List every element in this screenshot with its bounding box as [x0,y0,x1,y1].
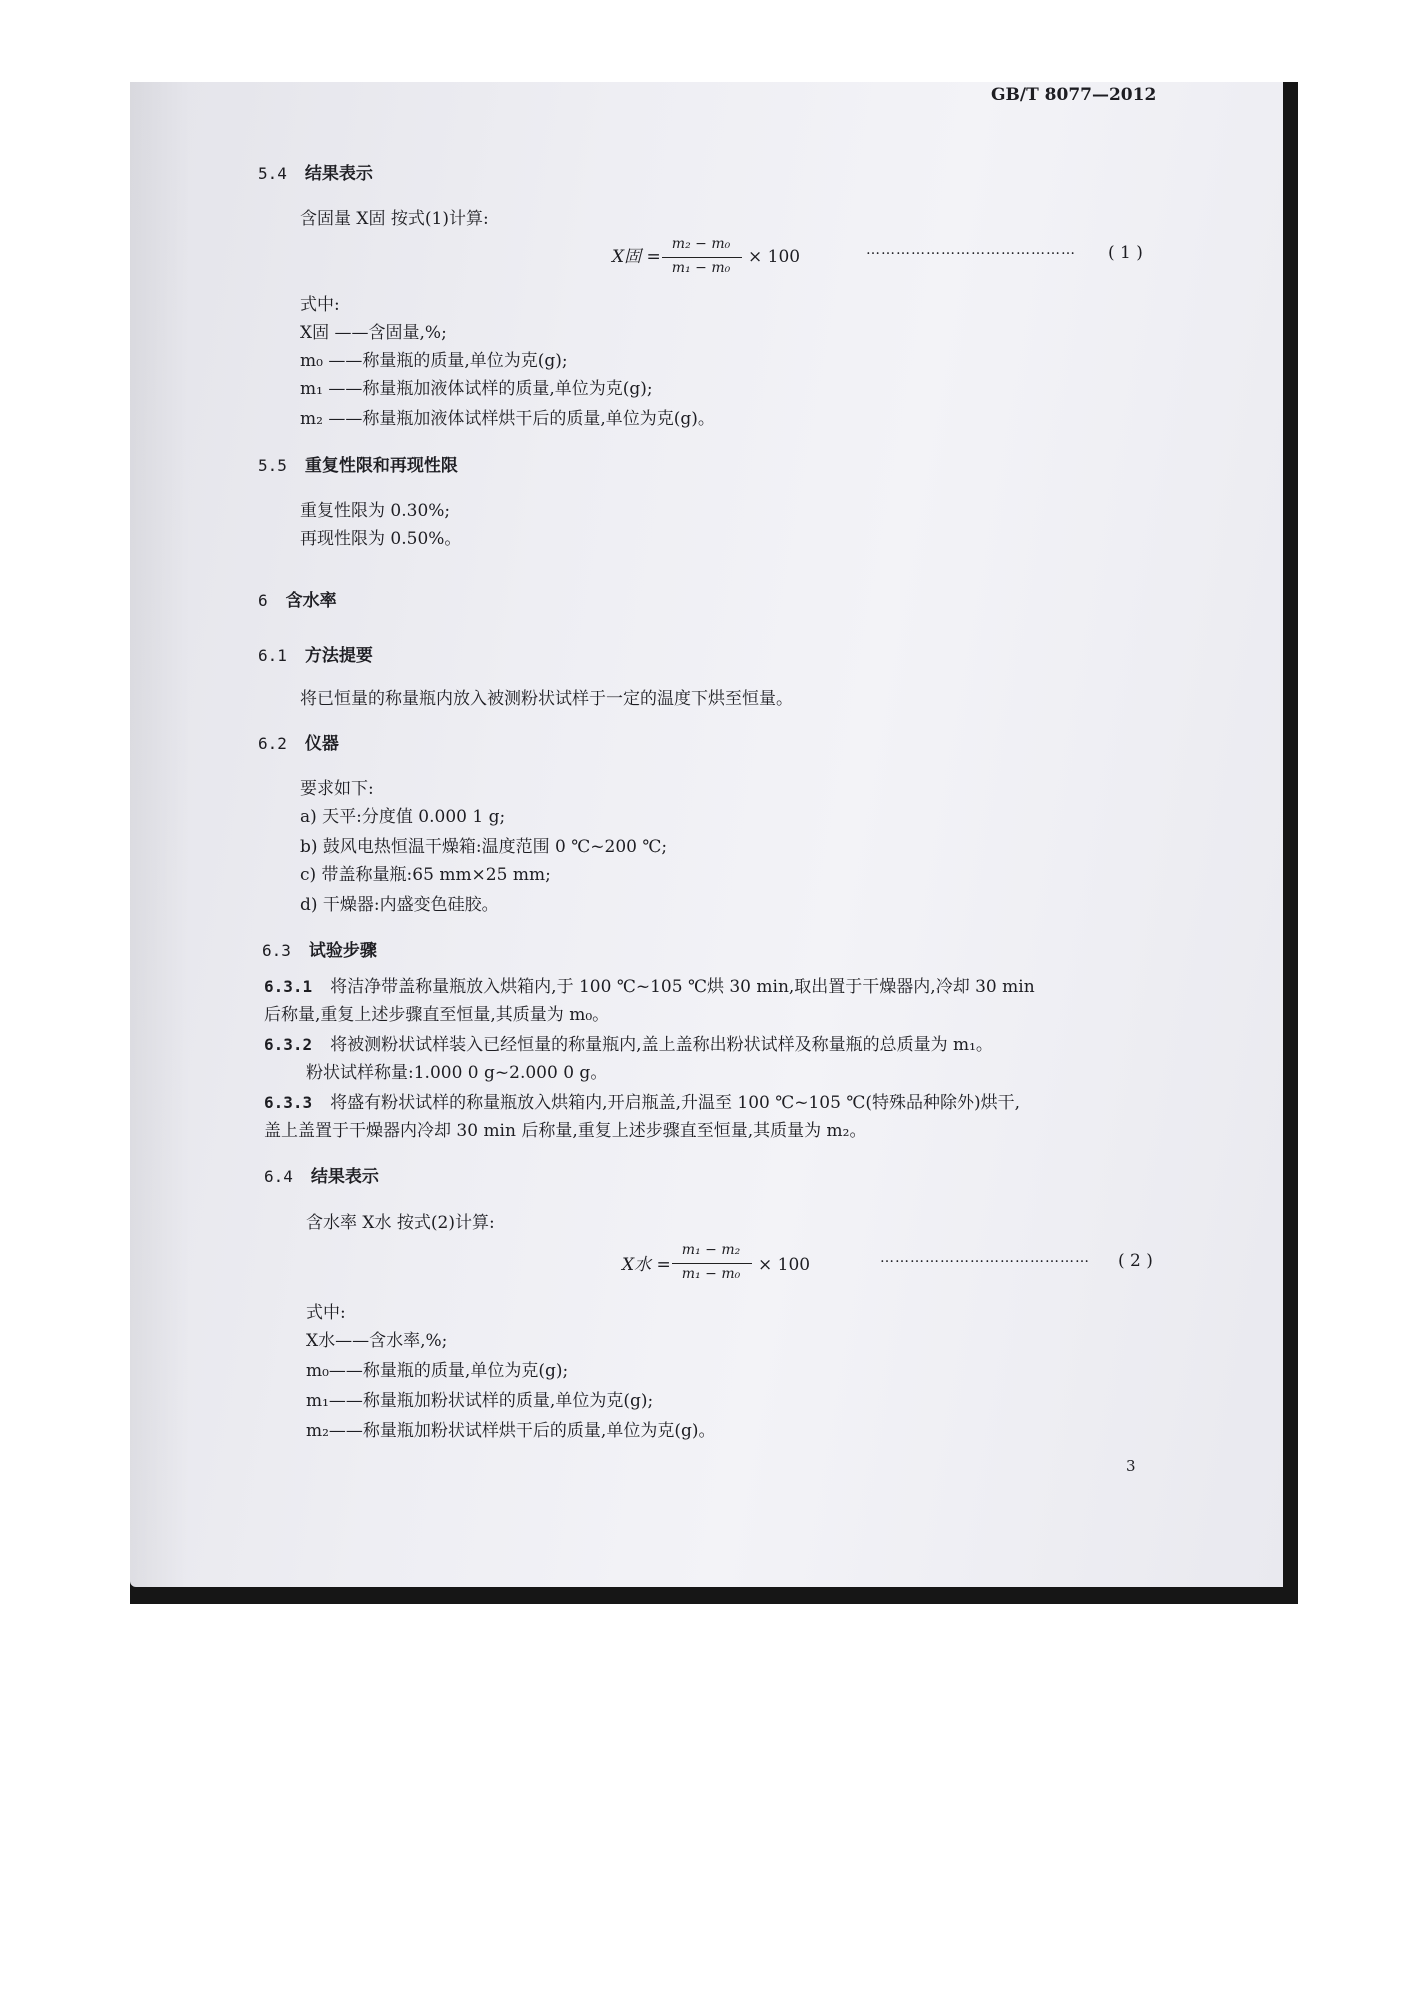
definition-item: m₂——称量瓶加粉状试样烘干后的质量,单位为克(g)。 [306,1421,716,1441]
step-number: 6.3.1 [264,977,313,996]
section-6-2-heading [258,733,339,755]
section-number: 6.1 [258,646,287,665]
section-6-3-heading [262,940,377,962]
section-6-4-heading [264,1166,379,1188]
list-item: a) 天平:分度值 0.000 1 g; [300,807,506,827]
equation-denominator: m₁ − m₀ [671,260,731,276]
section-title: 结果表示 [310,1167,379,1187]
section-number: 6 [258,591,268,610]
list-item: d) 干燥器:内盛变色硅胶。 [300,895,499,915]
sample-mass: 粉状试样称量:1.000 0 g~2.000 0 g。 [306,1063,608,1083]
section-number: 5.4 [258,164,287,183]
section-title: 结果表示 [304,164,373,184]
step-text: 将盛有粉状试样的称量瓶放入烘箱内,开启瓶盖,升温至 100 ℃~105 ℃(特殊品种除外)烘干, [330,1093,1021,1113]
step-number: 6.3.2 [264,1035,313,1054]
section-5-5-heading [258,455,458,477]
step-text: 将洁净带盖称量瓶放入烘箱内,于 100 ℃~105 ℃烘 30 min,取出置于干燥器内,冷却 30 min [330,977,1035,997]
section-number: 5.5 [258,456,287,475]
section-title: 仪器 [304,734,339,754]
equation-numerator: m₂ − m₀ [671,236,731,252]
section-number: 6.2 [258,734,287,753]
requirements-intro: 要求如下: [300,779,374,799]
equation-tail: × 100 [758,1255,811,1275]
definition-item: X水——含水率,%; [306,1331,448,1351]
list-item: c) 带盖称量瓶:65 mm×25 mm; [300,865,551,885]
equation-numerator: m₁ − m₂ [681,1242,741,1258]
section-5-4-heading [258,163,373,185]
section-title: 含水率 [285,591,337,611]
standard-number: GB/T 8077—2012 [991,85,1157,105]
section-title: 重复性限和再现性限 [304,456,458,476]
where-label: 式中: [300,295,340,315]
formula-intro: 含固量 X固 按式(1)计算: [300,209,489,229]
section-6-1-heading [258,645,373,667]
equation-denominator: m₁ − m₀ [681,1266,741,1282]
definition-item: m₀ ——称量瓶的质量,单位为克(g); [300,351,568,371]
equation-tail: × 100 [748,247,801,267]
method-summary: 将已恒量的称量瓶内放入被测粉状试样于一定的温度下烘至恒量。 [300,689,793,709]
definition-item: m₂ ——称量瓶加液体试样烘干后的质量,单位为克(g)。 [300,409,715,429]
leader-dots: …………………………………… [866,242,1076,258]
equation-lhs: X固 = [612,247,661,267]
definition-item: m₀——称量瓶的质量,单位为克(g); [306,1361,569,1381]
equation-label: ( 1 ) [1108,243,1143,263]
section-number: 6.3 [262,941,291,960]
section-number: 6.4 [264,1167,293,1186]
section-title: 试验步骤 [308,941,377,961]
step-6-3-2 [264,1034,993,1056]
equation-label: ( 2 ) [1118,1251,1153,1271]
formula-intro: 含水率 X水 按式(2)计算: [306,1213,495,1233]
step-number: 6.3.3 [264,1093,313,1112]
where-label: 式中: [306,1303,346,1323]
repeatability-limit: 重复性限为 0.30%; [300,501,451,521]
step-6-3-3-continued: 盖上盖置于干燥器内冷却 30 min 后称量,重复上述步骤直至恒量,其质量为 m₂。 [264,1121,867,1141]
leader-dots: …………………………………… [880,1250,1090,1266]
equation-lhs: X水 = [622,1255,671,1275]
page-shadow [130,82,190,1587]
step-6-3-1 [264,976,1035,998]
section-6-heading [258,590,337,612]
reproducibility-limit: 再现性限为 0.50%。 [300,529,462,549]
section-title: 方法提要 [304,646,373,666]
step-6-3-1-continued: 后称量,重复上述步骤直至恒量,其质量为 m₀。 [264,1005,610,1025]
step-text: 将被测粉状试样装入已经恒量的称量瓶内,盖上盖称出粉状试样及称量瓶的总质量为 m₁。 [330,1035,993,1055]
list-item: b) 鼓风电热恒温干燥箱:温度范围 0 ℃~200 ℃; [300,837,668,857]
page-number: 3 [1126,1457,1136,1475]
definition-item: m₁ ——称量瓶加液体试样的质量,单位为克(g); [300,379,653,399]
definition-item: m₁——称量瓶加粉状试样的质量,单位为克(g); [306,1391,654,1411]
fraction-bar [662,257,742,258]
definition-item: X固 ——含固量,%; [300,323,447,343]
fraction-bar [672,1263,752,1264]
step-6-3-3 [264,1092,1020,1114]
